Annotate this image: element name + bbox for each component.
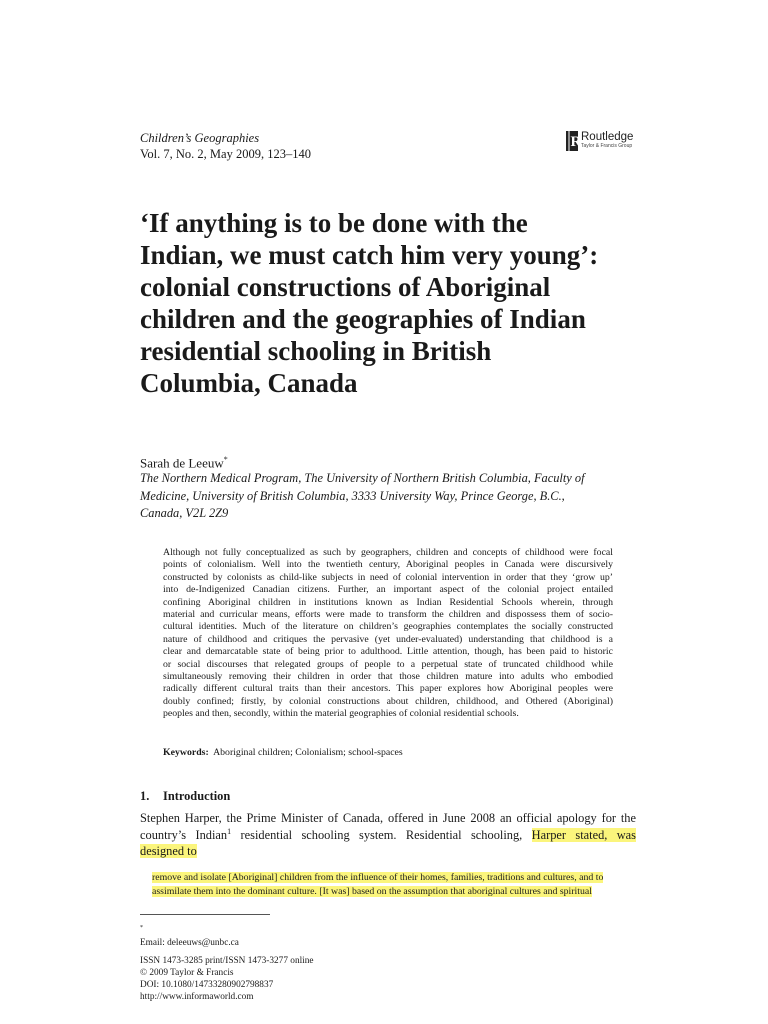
- footer-doi: DOI: 10.1080/14733280902798837: [140, 980, 274, 991]
- section-number: 1.: [140, 789, 150, 803]
- abstract-line: Although not fully conceptualized as such by geographers, children and concepts of childhood were focal: [163, 547, 613, 558]
- author: [140, 452, 228, 471]
- footer-issn: ISSN 1473-3285 print/ISSN 1473-3277 online: [140, 956, 314, 967]
- abstract: [163, 547, 613, 721]
- block-quote: [152, 871, 622, 898]
- abstract-line: clear and demarcatable state of being prior to adulthood. Little attention, though, has been paid to historic: [163, 646, 613, 658]
- keywords-list: Aboriginal children; Colonialism; school-spaces: [213, 747, 403, 758]
- body-line: [140, 827, 636, 844]
- abstract-line: simultaneously removing their children in order that those children mature into adults who embodied: [163, 671, 613, 683]
- highlighted-quote-text: assimilate them into the dominant culture. [It was] based on the assumption that aboriginal cultures and spiritual: [152, 885, 592, 897]
- email-text: Email: deleeuws@unbc.ca: [140, 938, 239, 949]
- body-text: country’s Indian: [140, 827, 228, 842]
- highlighted-text: designed to: [140, 844, 197, 858]
- section-title: Introduction: [163, 789, 231, 803]
- footer-copyright: © 2009 Taylor & Francis: [140, 968, 234, 979]
- affiliation-line: Canada, V2L 2Z9: [140, 506, 229, 520]
- routledge-logo-icon: [566, 131, 582, 151]
- highlighted-quote-text: remove and isolate [Aboriginal] children from the influence of their homes, families, traditions and cultures, and to: [152, 872, 604, 883]
- journal-header: [140, 130, 311, 162]
- logo-letter: R: [570, 134, 582, 150]
- footnote-divider: [140, 914, 270, 915]
- abstract-line: material and curricular means, efforts were made to transform the children and dispossess them of socio-: [163, 609, 613, 621]
- page-footer: [140, 922, 314, 1003]
- abstract-line: doubly confined; firstly, by colonial constructions about children, childhood, and Othered (Aboriginal): [163, 695, 613, 707]
- author-footnote-mark: *: [223, 455, 228, 464]
- title-line: children and the geographies of Indian: [140, 304, 586, 334]
- author-name: Sarah de Leeuw: [140, 455, 224, 471]
- article-title: [140, 207, 640, 399]
- highlighted-text: Harper stated, was: [531, 827, 637, 842]
- footer-url[interactable]: http://www.informaworld.com: [140, 992, 254, 1003]
- publisher-subtitle: Taylor & Francis Group: [581, 143, 633, 149]
- journal-issue: Vol. 7, No. 2, May 2009, 123–140: [140, 147, 311, 161]
- body-text: residential schooling system. Residential schooling,: [231, 827, 532, 842]
- quote-line: [152, 885, 622, 899]
- title-line: colonial constructions of Aboriginal: [140, 272, 551, 302]
- body-line: [140, 843, 636, 860]
- section-heading: [140, 789, 230, 804]
- body-line: Stephen Harper, the Prime Minister of Canada, offered in June 2008 an official apology for the: [140, 811, 636, 825]
- footer-email: [140, 922, 314, 949]
- abstract-line: into de-Indigenized Canadian citizens. Further, an important aspect of the colonial project entailed: [163, 584, 613, 596]
- abstract-line: constructed by colonists as child-like subjects in need of colonial intervention in order that they ‘grow up’: [163, 571, 613, 583]
- title-line: ‘If anything is to be done with the: [140, 208, 528, 238]
- title-line: Columbia, Canada: [140, 368, 358, 398]
- affiliation-line: Medicine, University of British Columbia, 3333 University Way, Prince George, B.C.,: [140, 488, 565, 503]
- email-footnote-mark: *: [140, 925, 143, 931]
- affiliation: [140, 470, 630, 523]
- keywords-label: Keywords:: [163, 747, 209, 758]
- journal-name: Children’s Geographies: [140, 131, 260, 145]
- abstract-line: confining Aboriginal children in institutions known as Indian Residential Schools wherein, through: [163, 596, 613, 608]
- footnote-ref: 1: [227, 826, 232, 836]
- title-line: residential schooling in British: [140, 336, 492, 366]
- abstract-line: points of colonialism. Well into the twentieth century, Aboriginal peoples in Canada were discursively: [163, 559, 613, 571]
- quote-line: [152, 871, 622, 885]
- abstract-line: or social discourses that relegated groups of people to a perpetual state of truncated childhood while: [163, 658, 613, 670]
- publisher-name: Routledge: [581, 131, 634, 143]
- abstract-line: nature of childhood and critiques the pervasive (yet under-evaluated) understanding that childhood is a: [163, 633, 613, 645]
- keywords: [163, 747, 403, 759]
- publisher-logo: [566, 131, 633, 151]
- title-line: Indian, we must catch him very young’:: [140, 240, 599, 270]
- abstract-line: radically different cultural traits than their ancestors. This paper explores how Aboriginal peoples were: [163, 683, 613, 695]
- abstract-line: cultural identities. Much of the literature on children’s geographies contemplates the socially constructed: [163, 621, 613, 633]
- affiliation-line: The Northern Medical Program, The University of Northern British Columbia, Faculty of: [140, 471, 585, 485]
- abstract-line: peoples and then, secondly, within the material geographies of colonial residential schools.: [163, 708, 519, 720]
- body-paragraph: [140, 810, 636, 860]
